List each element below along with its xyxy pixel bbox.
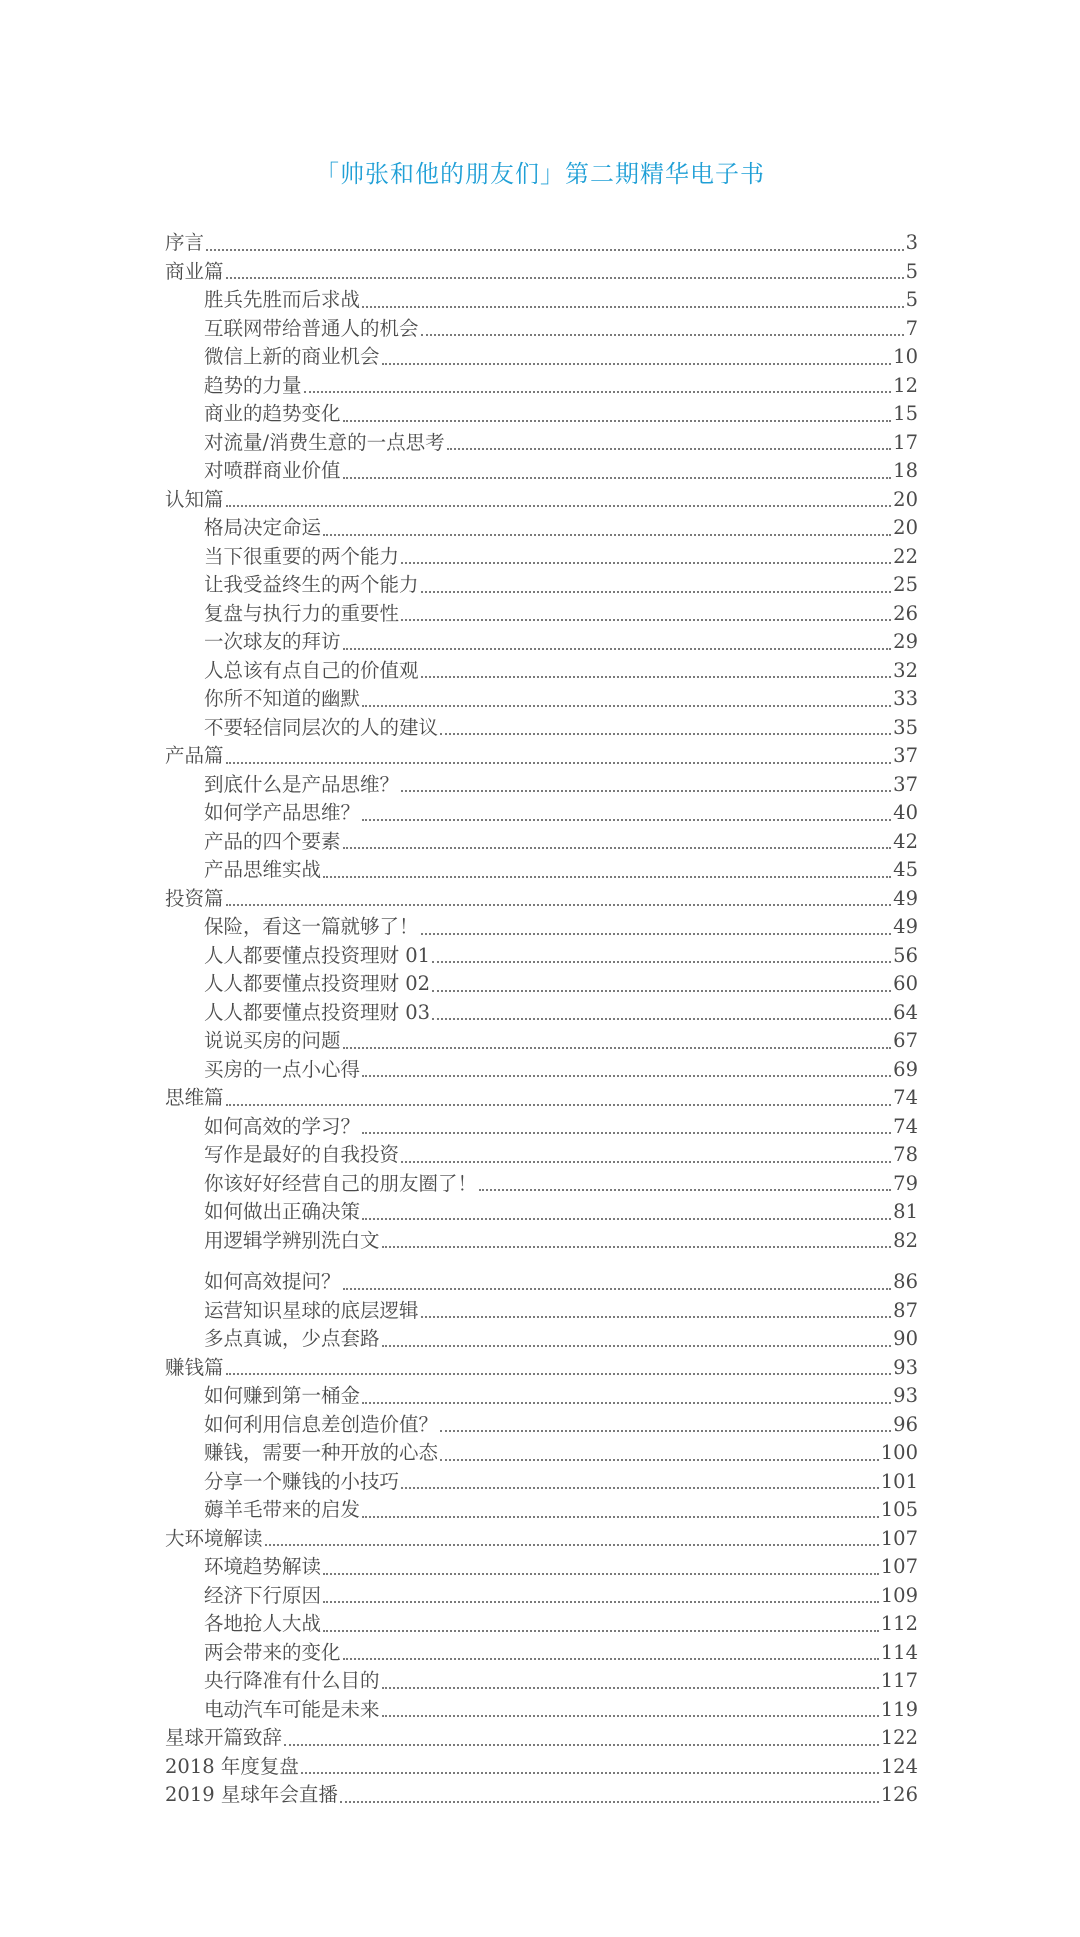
toc-dot-leader — [362, 1515, 879, 1518]
toc-dot-leader — [343, 1287, 892, 1290]
toc-dot-leader — [226, 1372, 892, 1375]
toc-entry[interactable] — [165, 1639, 918, 1668]
toc-entry-title: 思维篇 — [165, 1086, 224, 1109]
toc-dot-leader — [421, 590, 892, 593]
toc-entry-title: 商业的趋势变化 — [204, 402, 341, 425]
toc-page-number: 119 — [880, 1697, 918, 1721]
toc-page-number: 15 — [893, 402, 918, 425]
toc-page-number: 37 — [893, 772, 918, 796]
toc-entry-title: 各地抢人大战 — [204, 1612, 322, 1635]
toc-page-number: 105 — [880, 1498, 918, 1521]
toc-entry[interactable] — [165, 1227, 918, 1256]
toc-entry[interactable] — [165, 343, 918, 372]
toc-entry[interactable] — [165, 457, 918, 486]
toc-entry-title: 如何做出正确决策 — [204, 1200, 361, 1223]
toc-entry-title: 如何利用信息差创造价值？ — [204, 1412, 439, 1436]
toc-entry-title: 人人都要懂点投资理财 03 — [204, 1000, 431, 1024]
toc-entry[interactable] — [165, 1696, 918, 1725]
toc-dot-leader — [382, 1344, 892, 1347]
toc-entry[interactable] — [165, 1553, 918, 1582]
toc-entry[interactable] — [165, 942, 918, 971]
toc-entry-title: 到底什么是产品思维？ — [204, 772, 400, 796]
toc-page-number: 93 — [893, 1384, 918, 1407]
toc-page-number: 74 — [893, 1086, 918, 1109]
toc-entry-title: 产品思维实战 — [204, 858, 322, 881]
toc-page-number: 17 — [893, 430, 918, 454]
toc-dot-leader — [362, 1401, 891, 1404]
toc-page-number: 101 — [880, 1469, 918, 1493]
toc-dot-leader — [226, 504, 892, 507]
toc-page-number: 35 — [893, 715, 918, 739]
toc-page-number: 79 — [893, 1171, 918, 1195]
toc-page-number: 18 — [893, 459, 918, 482]
toc-entry-title: 2019 星球年会直播 — [165, 1783, 338, 1806]
toc-dot-leader — [362, 1217, 891, 1220]
toc-section-entry[interactable] — [165, 1084, 918, 1113]
toc-dot-leader — [382, 1245, 892, 1248]
toc-entry-title: 趋势的力量 — [204, 373, 302, 397]
toc-entry[interactable] — [165, 1325, 918, 1354]
toc-section-entry[interactable] — [165, 258, 918, 287]
toc-entry-title: 电动汽车可能是未来 — [204, 1697, 380, 1721]
toc-page-number: 42 — [893, 829, 918, 853]
toc-entry-title: 不要轻信同层次的人的建议 — [204, 715, 439, 739]
toc-dot-leader — [323, 1629, 879, 1632]
toc-dot-leader — [382, 1686, 879, 1689]
toc-entry-title: 当下很重要的两个能力 — [204, 544, 400, 568]
toc-dot-leader — [284, 1743, 879, 1746]
toc-section-entry[interactable] — [165, 742, 918, 771]
toc-entry[interactable] — [165, 372, 918, 401]
toc-dot-leader — [206, 248, 904, 251]
toc-entry-title: 人总该有点自己的价值观 — [204, 658, 419, 682]
toc-entry-title: 复盘与执行力的重要性 — [204, 601, 400, 625]
toc-page-number: 74 — [893, 1114, 918, 1138]
toc-entry-title: 产品的四个要素 — [204, 829, 341, 853]
toc-page-number: 45 — [893, 858, 918, 881]
toc-entry-title: 买房的一点小心得 — [204, 1057, 361, 1081]
toc-entry[interactable] — [165, 600, 918, 629]
toc-entry-title: 赚钱篇 — [165, 1355, 224, 1379]
toc-entry[interactable] — [165, 1198, 918, 1227]
toc-dot-leader — [343, 1657, 879, 1660]
toc-entry-title: 微信上新的商业机会 — [204, 345, 380, 368]
toc-page-number: 12 — [893, 373, 918, 397]
toc-entry[interactable] — [165, 970, 918, 999]
toc-dot-leader — [343, 419, 892, 422]
toc-entry[interactable] — [165, 628, 918, 657]
toc-dot-leader — [447, 447, 892, 450]
toc-dot-leader — [304, 390, 892, 393]
toc-entry-title: 商业篇 — [165, 259, 224, 283]
toc-entry-title: 人人都要懂点投资理财 01 — [204, 943, 431, 967]
toc-dot-leader — [440, 1458, 879, 1461]
toc-entry-title: 如何学产品思维？ — [204, 801, 361, 824]
toc-entry-title: 经济下行原因 — [204, 1583, 322, 1607]
toc-entry[interactable] — [165, 1382, 918, 1411]
toc-dot-leader — [226, 903, 892, 906]
toc-page-number: 60 — [893, 972, 918, 995]
toc-entry[interactable] — [165, 286, 918, 315]
toc-page-number: 49 — [893, 886, 918, 910]
toc-entry[interactable] — [165, 571, 918, 600]
toc-page-number: 96 — [893, 1412, 918, 1436]
toc-dot-leader — [401, 1486, 879, 1489]
toc-page-number: 32 — [893, 658, 918, 682]
toc-page-number: 37 — [893, 744, 918, 767]
toc-section-entry[interactable] — [165, 1525, 918, 1554]
toc-entry-title: 写作是最好的自我投资 — [204, 1143, 400, 1166]
toc-page-number: 86 — [893, 1270, 918, 1293]
toc-entry[interactable] — [165, 400, 918, 429]
toc-entry-title: 薅羊毛带来的启发 — [204, 1498, 361, 1521]
toc-entry-title: 大环境解读 — [165, 1526, 263, 1550]
toc-page-number: 49 — [893, 915, 918, 938]
toc-section-entry[interactable] — [165, 486, 918, 515]
toc-page-number: 87 — [893, 1298, 918, 1322]
toc-page-number: 109 — [880, 1583, 918, 1607]
toc-entry-title: 保险，看这一篇就够了！ — [204, 915, 419, 938]
toc-dot-leader — [301, 1771, 879, 1774]
toc-section-entry[interactable] — [165, 1753, 918, 1782]
toc-dot-leader — [421, 333, 904, 336]
toc-dot-leader — [362, 1074, 891, 1077]
toc-entry-title: 序言 — [165, 231, 205, 254]
toc-entry-title: 多点真诚，少点套路 — [204, 1327, 380, 1350]
toc-dot-leader — [362, 305, 904, 308]
toc-entry-title: 互联网带给普通人的机会 — [204, 316, 419, 340]
toc-entry[interactable] — [165, 999, 918, 1028]
toc-entry-title: 产品篇 — [165, 744, 224, 767]
toc-page-number: 20 — [893, 487, 918, 511]
toc-entry-title: 央行降准有什么目的 — [204, 1669, 380, 1692]
toc-entry[interactable] — [165, 1496, 918, 1525]
toc-entry[interactable] — [165, 856, 918, 885]
toc-entry[interactable] — [165, 514, 918, 543]
toc-dot-leader — [362, 704, 891, 707]
toc-entry[interactable] — [165, 1582, 918, 1611]
toc-dot-leader — [432, 989, 891, 992]
toc-dot-leader — [382, 362, 892, 365]
toc-entry-title: 两会带来的变化 — [204, 1640, 341, 1664]
toc-entry-title: 运营知识星球的底层逻辑 — [204, 1298, 419, 1322]
toc-entry-title: 用逻辑学辨别洗白文 — [204, 1228, 380, 1252]
toc-page-number: 33 — [893, 687, 918, 710]
toc-dot-leader — [343, 476, 892, 479]
toc-entry-title: 如何高效的学习？ — [204, 1114, 361, 1138]
toc-page-number: 69 — [893, 1057, 918, 1081]
toc-entry-title: 认知篇 — [165, 487, 224, 511]
toc-dot-leader — [265, 1543, 879, 1546]
toc-entry-title: 如何赚到第一桶金 — [204, 1384, 361, 1407]
toc-page-number: 40 — [893, 801, 918, 824]
toc-section-entry[interactable] — [165, 1781, 918, 1810]
toc-entry-title: 如何高效提问？ — [204, 1270, 341, 1293]
toc-entry-title: 星球开篇致辞 — [165, 1726, 283, 1749]
toc-page-number: 5 — [905, 259, 918, 283]
toc-dot-leader — [440, 1429, 891, 1432]
toc-entry[interactable] — [165, 1027, 918, 1056]
document-title: 「帅张和他的朋友们」第二期精华电子书 — [315, 160, 765, 188]
toc-entry-title: 对喷群商业价值 — [204, 459, 341, 482]
toc-entry[interactable] — [165, 1468, 918, 1497]
toc-page-number: 5 — [905, 288, 918, 311]
toc-entry-title: 对流量/消费生意的一点思考 — [204, 430, 445, 454]
toc-page-number: 126 — [880, 1783, 918, 1806]
toc-dot-leader — [432, 960, 891, 963]
toc-entry[interactable] — [165, 543, 918, 572]
toc-dot-leader — [362, 1131, 891, 1134]
toc-page-number: 25 — [893, 573, 918, 596]
toc-dot-leader — [382, 1714, 879, 1717]
toc-dot-leader — [226, 1103, 892, 1106]
toc-entry[interactable] — [165, 1439, 918, 1468]
toc-entry[interactable] — [165, 685, 918, 714]
toc-entry[interactable] — [165, 828, 918, 857]
toc-entry[interactable] — [165, 1297, 918, 1326]
toc-entry-title: 说说买房的问题 — [204, 1029, 341, 1052]
toc-section-entry[interactable] — [165, 229, 918, 258]
toc-page-number: 93 — [893, 1355, 918, 1379]
toc-entry[interactable] — [165, 799, 918, 828]
toc-section-entry[interactable] — [165, 1354, 918, 1383]
toc-entry-title: 赚钱，需要一种开放的心态 — [204, 1441, 439, 1464]
toc-entry-title: 一次球友的拜访 — [204, 630, 341, 653]
toc-dot-leader — [421, 1315, 892, 1318]
toc-page-number: 112 — [880, 1612, 918, 1635]
toc-page-number: 22 — [893, 544, 918, 568]
toc-dot-leader — [401, 789, 891, 792]
toc-entry-title: 格局决定命运 — [204, 516, 322, 539]
toc-page-number: 29 — [893, 630, 918, 653]
toc-page-number: 10 — [893, 345, 918, 368]
toc-dot-leader — [401, 1160, 891, 1163]
toc-dot-leader — [401, 561, 891, 564]
toc-entry[interactable] — [165, 1268, 918, 1297]
toc-entry[interactable] — [165, 1667, 918, 1696]
toc-dot-leader — [401, 618, 891, 621]
toc-page-number: 26 — [893, 601, 918, 625]
toc-entry[interactable] — [165, 771, 918, 800]
toc-entry[interactable] — [165, 1610, 918, 1639]
toc-page-number: 90 — [893, 1327, 918, 1350]
toc-page-number: 78 — [893, 1143, 918, 1166]
toc-page-number: 20 — [893, 516, 918, 539]
table-of-contents — [165, 229, 918, 1810]
toc-dot-leader — [343, 846, 892, 849]
toc-page-number: 82 — [893, 1228, 918, 1252]
toc-entry[interactable] — [165, 1056, 918, 1085]
toc-entry-title: 让我受益终生的两个能力 — [204, 573, 419, 596]
toc-dot-leader — [421, 932, 892, 935]
toc-page-number: 114 — [880, 1640, 918, 1664]
toc-entry[interactable] — [165, 913, 918, 942]
toc-entry[interactable] — [165, 1141, 918, 1170]
toc-page-number: 3 — [905, 231, 918, 254]
toc-section-entry[interactable] — [165, 885, 918, 914]
toc-dot-leader — [421, 675, 892, 678]
toc-dot-leader — [226, 276, 904, 279]
toc-page-number: 7 — [905, 316, 918, 340]
toc-entry-title: 胜兵先胜而后求战 — [204, 288, 361, 311]
toc-dot-leader — [340, 1800, 879, 1803]
toc-entry[interactable] — [165, 714, 918, 743]
toc-dot-leader — [323, 875, 891, 878]
toc-entry-title: 环境趋势解读 — [204, 1555, 322, 1578]
toc-entry[interactable] — [165, 1170, 918, 1199]
toc-entry[interactable] — [165, 657, 918, 686]
toc-entry-title: 你所不知道的幽默 — [204, 687, 361, 710]
toc-entry[interactable] — [165, 1113, 918, 1142]
toc-section-entry[interactable] — [165, 1724, 918, 1753]
toc-dot-leader — [323, 533, 891, 536]
toc-page-number: 81 — [893, 1200, 918, 1223]
toc-entry-title: 分享一个赚钱的小技巧 — [204, 1469, 400, 1493]
toc-page-number: 122 — [880, 1726, 918, 1749]
toc-entry[interactable] — [165, 1411, 918, 1440]
toc-page-number: 107 — [880, 1526, 918, 1550]
toc-dot-leader — [362, 818, 891, 821]
toc-page-number: 117 — [880, 1669, 918, 1692]
toc-page-number: 100 — [880, 1441, 918, 1464]
toc-entry-title: 人人都要懂点投资理财 02 — [204, 972, 431, 995]
toc-entry-title: 2018 年度复盘 — [165, 1754, 299, 1778]
toc-dot-leader — [432, 1017, 891, 1020]
toc-page-number: 67 — [893, 1029, 918, 1052]
toc-dot-leader — [343, 1046, 892, 1049]
toc-page-number: 56 — [893, 943, 918, 967]
toc-entry[interactable] — [165, 315, 918, 344]
toc-dot-leader — [226, 761, 892, 764]
toc-entry-title: 投资篇 — [165, 886, 224, 910]
toc-entry-title: 你该好好经营自己的朋友圈了！ — [204, 1171, 478, 1195]
toc-dot-leader — [440, 732, 891, 735]
toc-dot-leader — [323, 1600, 879, 1603]
toc-entry[interactable] — [165, 429, 918, 458]
toc-dot-leader — [479, 1188, 891, 1191]
toc-page-number: 107 — [880, 1555, 918, 1578]
toc-page-number: 124 — [880, 1754, 918, 1778]
toc-dot-leader — [323, 1572, 879, 1575]
toc-page-number: 64 — [893, 1000, 918, 1024]
toc-dot-leader — [343, 647, 892, 650]
